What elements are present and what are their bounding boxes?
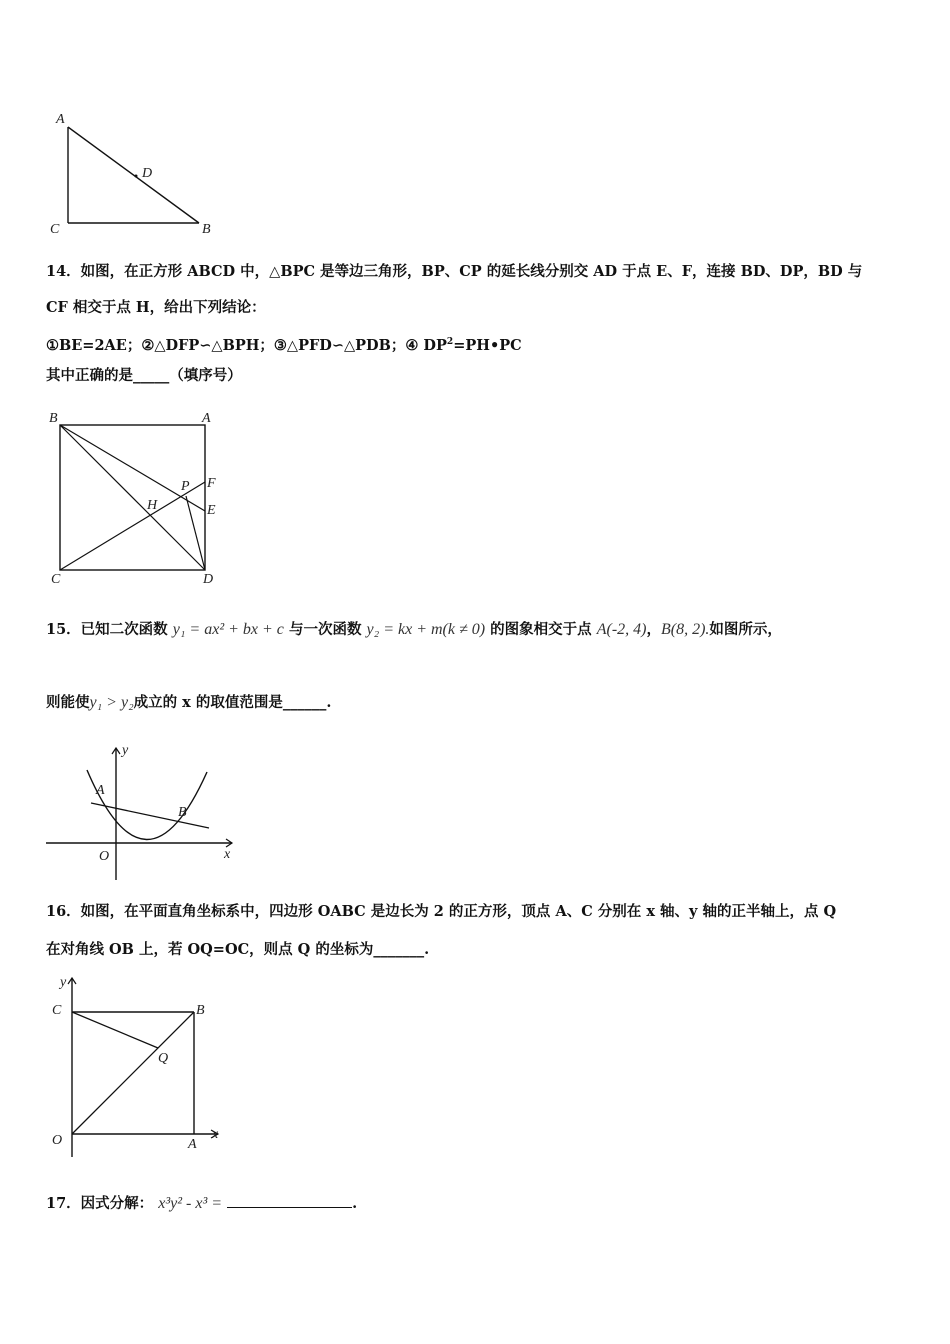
label-C: C — [50, 222, 60, 237]
q15-inequality: y₁ > y₂ — [89, 694, 134, 711]
label-x: x — [212, 1127, 219, 1142]
label-D: D — [142, 166, 153, 181]
q15-point-a: A(-2, 4) — [596, 621, 647, 638]
q14-line1: 14．如图，在正方形 ABCD 中，△BPC 是等边三角形，BP、CP 的延长线分别交 AD 于点 E、F，连接 BD、DP，BD 与 — [46, 263, 863, 280]
label-O: O — [52, 1133, 63, 1148]
label-y: y — [60, 975, 67, 990]
q17-prefix: 17．因式分解： — [46, 1195, 154, 1212]
label-y: y — [122, 743, 129, 758]
q15-mid2: 的图象相交于点 — [490, 621, 592, 638]
label-A: A — [188, 1137, 197, 1152]
label-B: B — [202, 222, 211, 237]
label-P: P — [181, 479, 190, 494]
q15-mid: 与一次函数 — [288, 621, 362, 638]
label-C: C — [52, 1003, 62, 1018]
q15-prefix: 15．已知二次函数 — [46, 621, 168, 638]
q17-answer-blank — [227, 1193, 352, 1208]
label-x: x — [224, 847, 231, 862]
q15-quadratic: y₁ = ax² + bx + c — [172, 621, 284, 638]
triangle-figure — [44, 105, 224, 240]
q14-options-end: =PH•PC — [453, 336, 522, 354]
q14-line3 — [46, 332, 522, 356]
q15-linear: y₂ = kx + m(k ≠ 0) — [366, 621, 486, 638]
q17-line — [46, 1193, 357, 1214]
parabola-figure-q15 — [44, 740, 244, 885]
label-H: H — [147, 498, 158, 513]
q15-comma: ， — [646, 621, 661, 638]
label-D: D — [203, 572, 214, 587]
q16-line1: 16．如图，在平面直角坐标系中，四边形 OABC 是边长为 2 的正方形，顶点 A、C 分别在 x 轴、y 轴的正半轴上，点 Q — [46, 903, 837, 920]
q14-line2: CF 相交于点 H，给出下列结论： — [46, 299, 266, 316]
label-A: A — [56, 112, 65, 127]
q14-options: ①BE=2AE；②△DFP∽△BPH；③△PFD∽△PDB；④ DP — [46, 336, 447, 354]
label-B: B — [196, 1003, 205, 1018]
label-O: O — [99, 849, 110, 864]
q17-expression: x³y² - x³ = — [158, 1195, 223, 1212]
q14-line4: 其中正确的是_____（填序号） — [46, 367, 242, 384]
q15-suffix: 如图所示， — [709, 621, 782, 638]
q17-end: . — [352, 1195, 358, 1212]
label-C: C — [51, 572, 61, 587]
square-figure-q14 — [44, 405, 234, 590]
q15-line1 — [46, 620, 782, 640]
label-A: A — [202, 411, 211, 426]
q15-line2-post: 成立的 x 的取值范围是______. — [133, 694, 332, 711]
label-B: B — [49, 411, 58, 426]
q16-line2: 在对角线 OB 上，若 OQ=OC，则点 Q 的坐标为_______. — [46, 941, 430, 958]
label-A: A — [96, 783, 105, 798]
q15-line2-pre: 则能使 — [46, 694, 90, 711]
square-figure-q16 — [44, 972, 234, 1162]
label-E: E — [207, 503, 216, 518]
q15-line2 — [46, 693, 331, 713]
label-F: F — [207, 476, 216, 491]
q15-point-b: B(8, 2). — [660, 621, 710, 638]
label-B: B — [178, 805, 187, 820]
label-Q: Q — [158, 1051, 169, 1066]
q14-exponent: 2 — [446, 337, 454, 347]
